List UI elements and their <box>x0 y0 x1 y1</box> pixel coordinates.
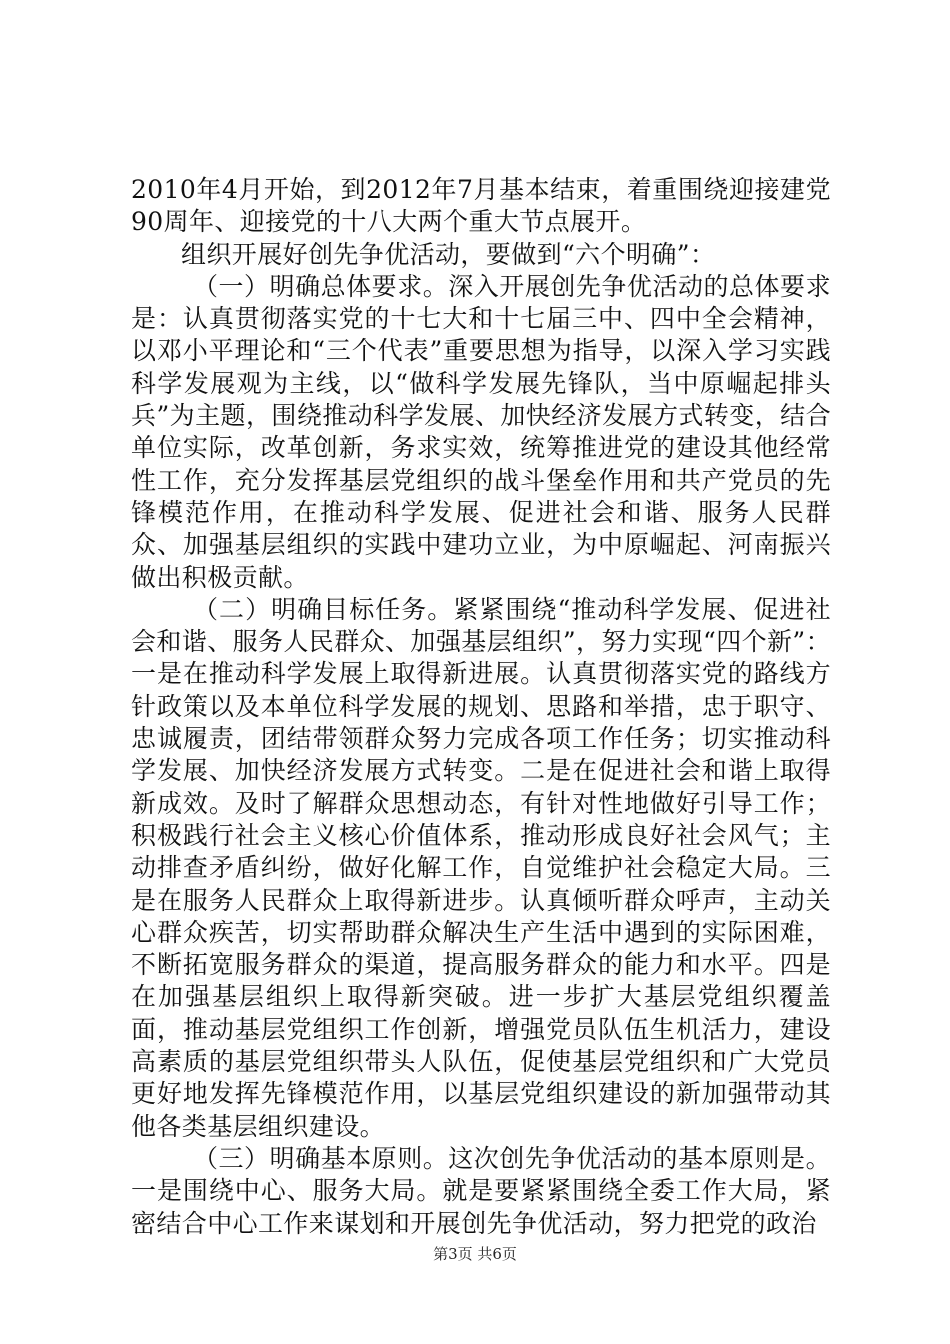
paragraph-basic-principles: （三）明确基本原则。这次创先争优活动的基本原则是。一是围绕中心、服务大局。就是要紧紧围绕全委工作大局，紧密结合中心工作来谋划和开展创先争优活动，努力把党的政治 <box>131 1143 831 1238</box>
page-number-label: 第3页 共6页 <box>433 1245 517 1263</box>
paragraph-intro-continuation: 2010年4月开始，到2012年7月基本结束，着重围绕迎接建党90周年、迎接党的十八大两个重大节点展开。 <box>131 175 831 237</box>
paragraph-six-clarities: 组织开展好创先争优活动，要做到“六个明确”： <box>181 239 716 269</box>
paragraph-overall-requirements: （一）明确总体要求。深入开展创先争优活动的总体要求是：认真贯彻落实党的十七大和十七届三中、四中全会精神，以邓小平理论和“三个代表”重要思想为指导，以深入学习实践科学发展观为主线，以“做科学发展先锋队，当中原崛起排头兵”为主题，围绕推动科学发展、加快经济发展方式转变，结合单位实际，改革创新，务求实效，统筹推进党的建设其他经常性工作，充分发挥基层党组织的战斗堡垒作用和共产党员的先锋模范作用，在推动科学发展、促进社会和谐、服务人民群众、加强基层组织的实践中建功立业，为中原崛起、河南振兴做出积极贡献。 <box>131 271 831 592</box>
document-body <box>131 174 831 1240</box>
paragraph-goals-tasks: （二）明确目标任务。紧紧围绕“推动科学发展、促进社会和谐、服务人民群众、加强基层组织”，努力实现“四个新”：一是在推动科学发展上取得新进展。认真贯彻落实党的路线方针政策以及本单位科学发展的规划、思路和举措，忠于职守、忠诚履责，团结带领群众努力完成各项工作任务；切实推动科学发展、加快经济发展方式转变。二是在促进社会和谐上取得新成效。及时了解群众思想动态，有针对性地做好引导工作；积极践行社会主义核心价值体系，推动形成良好社会风气；主动排查矛盾纠纷，做好化解工作，自觉维护社会稳定大局。三是在服务人民群众上取得新进步。认真倾听群众呼声，主动关心群众疾苦，切实帮助群众解决生产生活中遇到的实际困难，不断拓宽服务群众的渠道，提高服务群众的能力和水平。四是在加强基层组织上取得新突破。进一步扩大基层党组织覆盖面，推动基层党组织工作创新，增强党员队伍生机活力，建设高素质的基层党组织带头人队伍，促使基层党组织和广大党员更好地发挥先锋模范作用，以基层党组织建设的新加强带动其他各类基层组织建设。 <box>131 594 831 1141</box>
page-footer <box>0 1243 950 1264</box>
